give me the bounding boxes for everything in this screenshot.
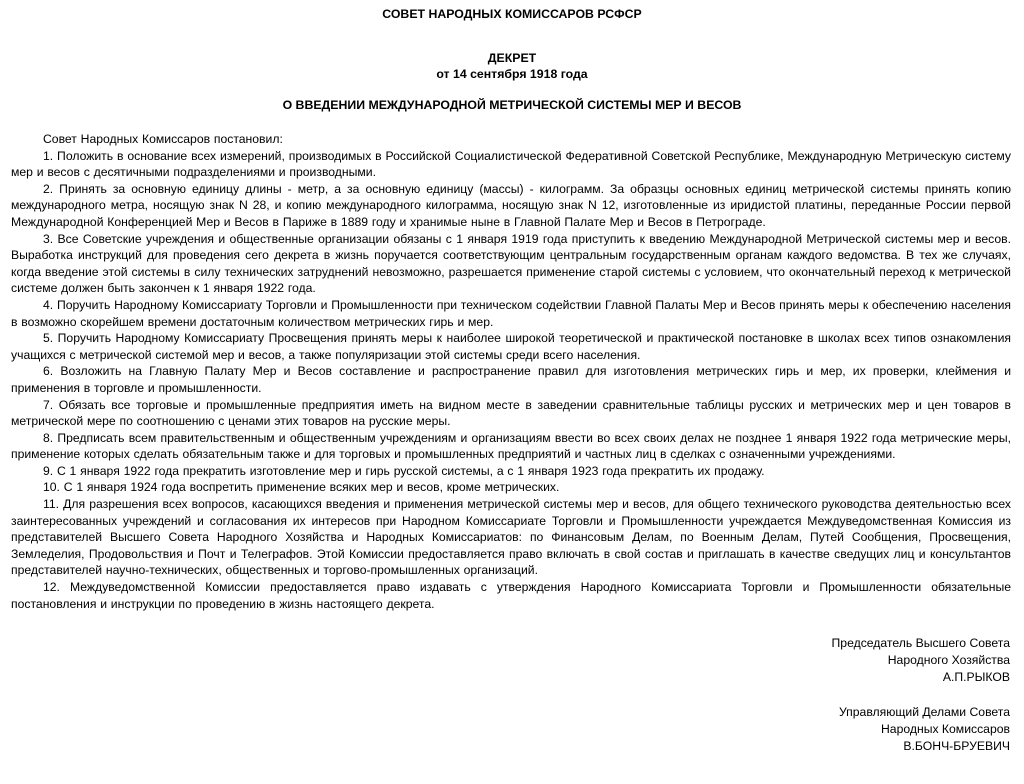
signatory-name: В.БОНЧ-БРУЕВИЧ — [903, 739, 1010, 753]
article-3: 3. Все Советские учреждения и общественные организации обязаны с 1 января 1919 года приступить к введению Международной Метрической системы мер и весов. Выработка инструкций для проведения сего декрета в жизнь поручается соответствующим центральным государственным органам каждого ведомства. В тех же случаях, когда введение этой системы в силу технических затруднений невозможно, разрешается применение старой системы с условием, что окончательный переход к метрической системе должен быть закончен к 1 января 1922 года. — [11, 231, 1011, 296]
article-4: 4. Поручить Народному Комиссариату Торговли и Промышленности при техническом содействии Главной Палаты Мер и Весов принять меры к обеспечению населения в возможно скорейшем времени достаточным количеством метрических гирь и мер. — [11, 297, 1011, 329]
article-10: 10. С 1 января 1924 года воспретить применение всяких мер и весов, кроме метрических. — [43, 480, 560, 495]
document-type: ДЕКРЕТ — [487, 51, 537, 65]
preamble: Совет Народных Комиссаров постановил: — [43, 132, 283, 146]
signatory-title: Управляющий Делами Совета — [838, 705, 1010, 719]
article-9: 9. С 1 января 1922 года прекратить изготовление мер и гирь русской системы, а с 1 января 1923 года прекратить их продажу. — [43, 463, 765, 478]
document-title: О ВВЕДЕНИИ МЕЖДУНАРОДНОЙ МЕТРИЧЕСКОЙ СИСТЕМЫ МЕР И ВЕСОВ — [282, 98, 742, 112]
signatory-title-cont: Народного Хозяйства — [887, 653, 1010, 667]
issuing-body: СОВЕТ НАРОДНЫХ КОМИССАРОВ РСФСР — [382, 7, 642, 21]
signatory-name: А.П.РЫКОВ — [942, 670, 1010, 684]
article-12: 12. Междуведомственной Комиссии предоставляется право издавать с утверждения Народного Комиссариата Торговли и Промышленности обязательные постановления и инструкции по проведению в жизнь настоящего декрета. — [11, 580, 1011, 611]
article-8: 8. Предписать всем правительственным и общественным учреждениям и организациям ввести во всех своих делах не позднее 1 января 1922 года метрические меры, применение которых сделать обязательным также и для торговых и промышленных предприятий и частных лиц в сделках с означенными учреждениями. — [11, 430, 1011, 462]
article-2: 2. Принять за основную единицу длины - метр, а за основную единицу (массы) - килограмм. За образцы основных единиц метрической системы принять копию международного метра, носящую знак N 28, и копию международного килограмма, носящую знак N 12, изготовленные из иридистой платины, переданные России первой Международной Конференцией Мер и Весов в Париже в 1889 году и хранимые ныне в Главной Палате Мер и Весов в Петрограде. — [11, 181, 1011, 229]
signature-block-chairman — [832, 635, 1010, 686]
signature-block-manager — [839, 704, 1010, 755]
signatory-title: Председатель Высшего Совета — [831, 636, 1010, 650]
article-5: 5. Поручить Народному Комиссариату Просвещения принять меры к наиболее широкой теоретической и практической постановке в школах всех типов ознакомления учащихся с метрической системой мер и весов, а также популяризации этой системы среди всего населения. — [11, 331, 1011, 362]
article-6: 6. Возложить на Главную Палату Мер и Весов составление и распространение правил для изготовления метрических гирь и мер, их проверки, клеймения и применения в торговле и промышленности. — [11, 364, 1011, 395]
article-11: 11. Для разрешения всех вопросов, касающихся введения и применения метрической системы мер и весов, для общего технического руководства деятельностью всех заинтересованных учреждений и согласования их интересов при Народном Комиссариате Торговли и Промышленности учреждается Междуведомственная Комиссия из представителей Высшего Совета Народного Хозяйства и Народных Комиссариатов: по Финансовым Делам, по Военным Делам, Путей Сообщения, Просвещения, Земледелия, Продовольствия и Почт и Телеграфов. Этой Комиссии предоставляется право включать в свой состав и приглашать в качестве сведущих лиц и консультантов представителей научно-технических, общественных и торгово-промышленных организаций. — [11, 497, 1011, 578]
decree-body — [11, 131, 1011, 612]
document-date: от 14 сентября 1918 года — [436, 67, 588, 81]
article-1: 1. Положить в основание всех измерений, производимых в Российской Социалистической Федеративной Советской Республике, Международную Метрическую систему мер и весов с десятичными подразделениями и производными. — [11, 148, 1011, 180]
article-7: 7. Обязать все торговые и промышленные предприятия иметь на видном месте в заведении сравнительные таблицы русских и метрических мер и цен товаров в метрической мере по соотношению с ценами этих товаров на русские меры. — [11, 397, 1011, 429]
signatory-title-cont: Народных Комиссаров — [880, 722, 1010, 736]
